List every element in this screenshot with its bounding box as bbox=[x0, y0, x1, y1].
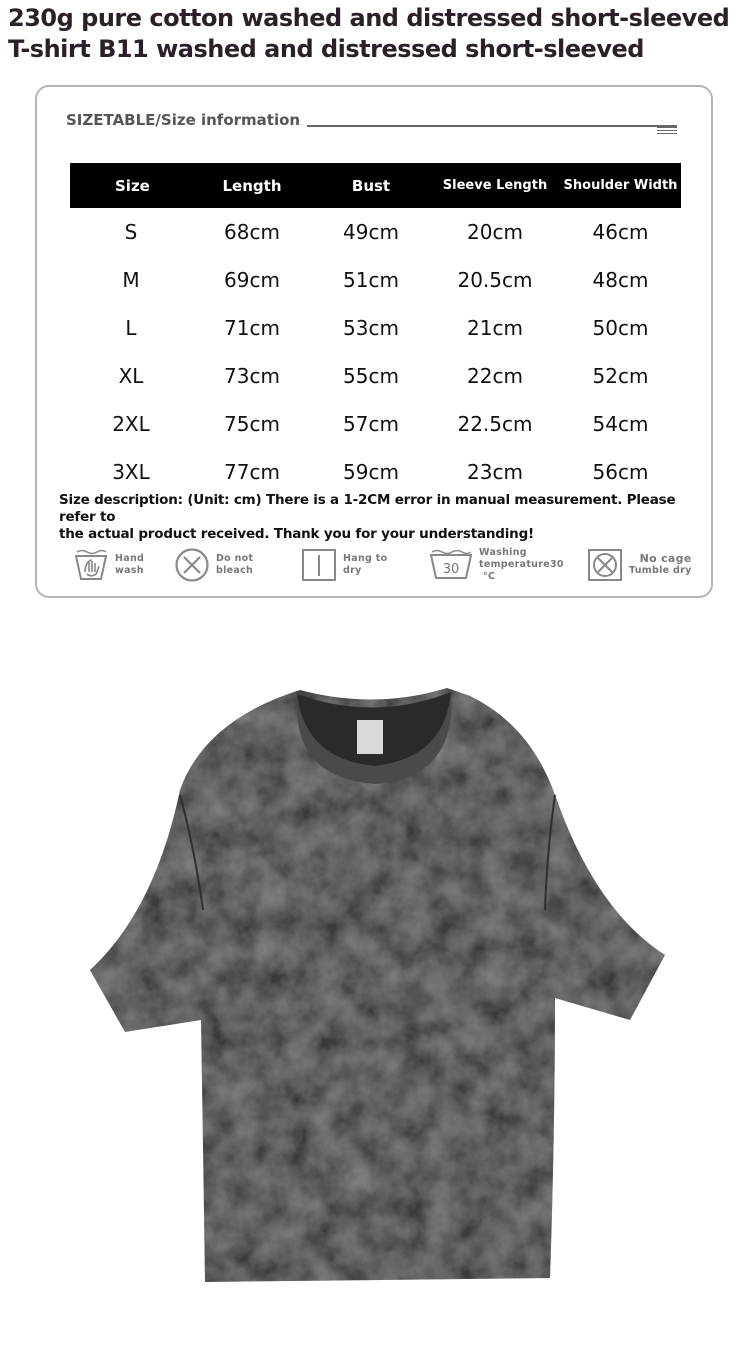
care-label-line-3: °C bbox=[483, 571, 496, 582]
care-no-tumble-dry bbox=[587, 545, 692, 585]
shoulder-width-cell: 50cm bbox=[592, 316, 649, 340]
table-row bbox=[70, 352, 681, 400]
size-card-heading: SIZETABLE/Size information bbox=[66, 111, 301, 129]
product-title-line-1: 230g pure cotton washed and distressed short-sleeved bbox=[8, 4, 730, 32]
bust-cell: 53cm bbox=[343, 316, 399, 340]
table-row bbox=[70, 208, 681, 256]
size-description-note bbox=[59, 492, 689, 543]
column-header-size: Size bbox=[70, 163, 192, 208]
care-label-line-2: bleach bbox=[216, 565, 254, 576]
shoulder-width-cell: 54cm bbox=[592, 412, 649, 436]
heading-divider bbox=[307, 125, 677, 127]
column-header-bust: Bust bbox=[312, 163, 430, 208]
length-cell: 77cm bbox=[224, 460, 280, 484]
column-header-sleeve-length: Sleeve Length bbox=[430, 163, 560, 208]
bust-cell: 49cm bbox=[343, 220, 399, 244]
care-label-line-2: Tumble dry bbox=[629, 565, 692, 576]
neck-label bbox=[357, 720, 383, 754]
care-label-line-1: Washing bbox=[479, 547, 527, 558]
bust-cell: 57cm bbox=[343, 412, 399, 436]
size-cell: L bbox=[125, 316, 137, 340]
shoulder-width-cell: 48cm bbox=[592, 268, 649, 292]
hand-wash-icon bbox=[73, 548, 109, 582]
length-cell: 68cm bbox=[224, 220, 280, 244]
care-do-not-bleach bbox=[174, 545, 253, 585]
sleeve-length-cell: 22cm bbox=[467, 364, 523, 388]
heading-divider-ornament bbox=[657, 127, 677, 136]
shoulder-width-cell: 56cm bbox=[592, 460, 649, 484]
column-header-length: Length bbox=[192, 163, 312, 208]
size-table bbox=[70, 163, 681, 496]
care-label-line-1: No cage bbox=[639, 552, 692, 565]
product-title-line-2: T-shirt B11 washed and distressed short-sleeved bbox=[8, 35, 644, 63]
sleeve-length-cell: 21cm bbox=[467, 316, 523, 340]
size-cell: 3XL bbox=[112, 460, 150, 484]
length-cell: 69cm bbox=[224, 268, 280, 292]
note-line-2: the actual product received. Thank you for your understanding! bbox=[59, 526, 534, 542]
product-photo bbox=[85, 680, 670, 1290]
care-hand-wash bbox=[73, 545, 144, 585]
sleeve-length-cell: 23cm bbox=[467, 460, 523, 484]
bust-cell: 59cm bbox=[343, 460, 399, 484]
note-line-1: Size description: (Unit: cm) There is a 1-2CM error in manual measurement. Please refer to bbox=[59, 492, 676, 525]
sleeve-length-cell: 22.5cm bbox=[457, 412, 533, 436]
shoulder-width-cell: 46cm bbox=[592, 220, 649, 244]
table-row bbox=[70, 256, 681, 304]
care-label-line-2: wash bbox=[115, 565, 144, 576]
product-title bbox=[8, 3, 748, 65]
hang-to-dry-icon bbox=[301, 548, 337, 582]
shoulder-width-cell: 52cm bbox=[592, 364, 649, 388]
table-row bbox=[70, 448, 681, 496]
t-shirt-image bbox=[85, 680, 670, 1290]
length-cell: 73cm bbox=[224, 364, 280, 388]
column-header-shoulder-width: Shoulder Width bbox=[560, 163, 681, 208]
care-hang-to-dry bbox=[301, 545, 387, 585]
sleeve-length-cell: 20.5cm bbox=[457, 268, 533, 292]
temperature-badge: 30 bbox=[442, 562, 460, 577]
size-cell: S bbox=[124, 220, 138, 244]
care-label-line-1: Hang to bbox=[343, 553, 388, 564]
size-info-card bbox=[35, 85, 713, 598]
table-row bbox=[70, 304, 681, 352]
care-washing-temperature bbox=[429, 545, 564, 585]
care-label-line-2: dry bbox=[343, 565, 362, 576]
size-table-header bbox=[70, 163, 681, 208]
sleeve-length-cell: 20cm bbox=[467, 220, 523, 244]
bust-cell: 55cm bbox=[343, 364, 399, 388]
length-cell: 71cm bbox=[224, 316, 280, 340]
size-cell: M bbox=[122, 268, 140, 292]
care-label-line-1: Hand bbox=[115, 553, 145, 564]
bust-cell: 51cm bbox=[343, 268, 399, 292]
do-not-bleach-icon bbox=[174, 547, 210, 583]
size-cell: 2XL bbox=[112, 412, 150, 436]
care-label-line-2: temperature30 bbox=[479, 559, 564, 570]
size-cell: XL bbox=[118, 364, 144, 388]
care-label-line-1: Do not bbox=[216, 553, 254, 564]
table-row bbox=[70, 400, 681, 448]
washing-temperature-icon bbox=[429, 549, 473, 581]
no-tumble-dry-icon bbox=[587, 548, 623, 582]
length-cell: 75cm bbox=[224, 412, 280, 436]
